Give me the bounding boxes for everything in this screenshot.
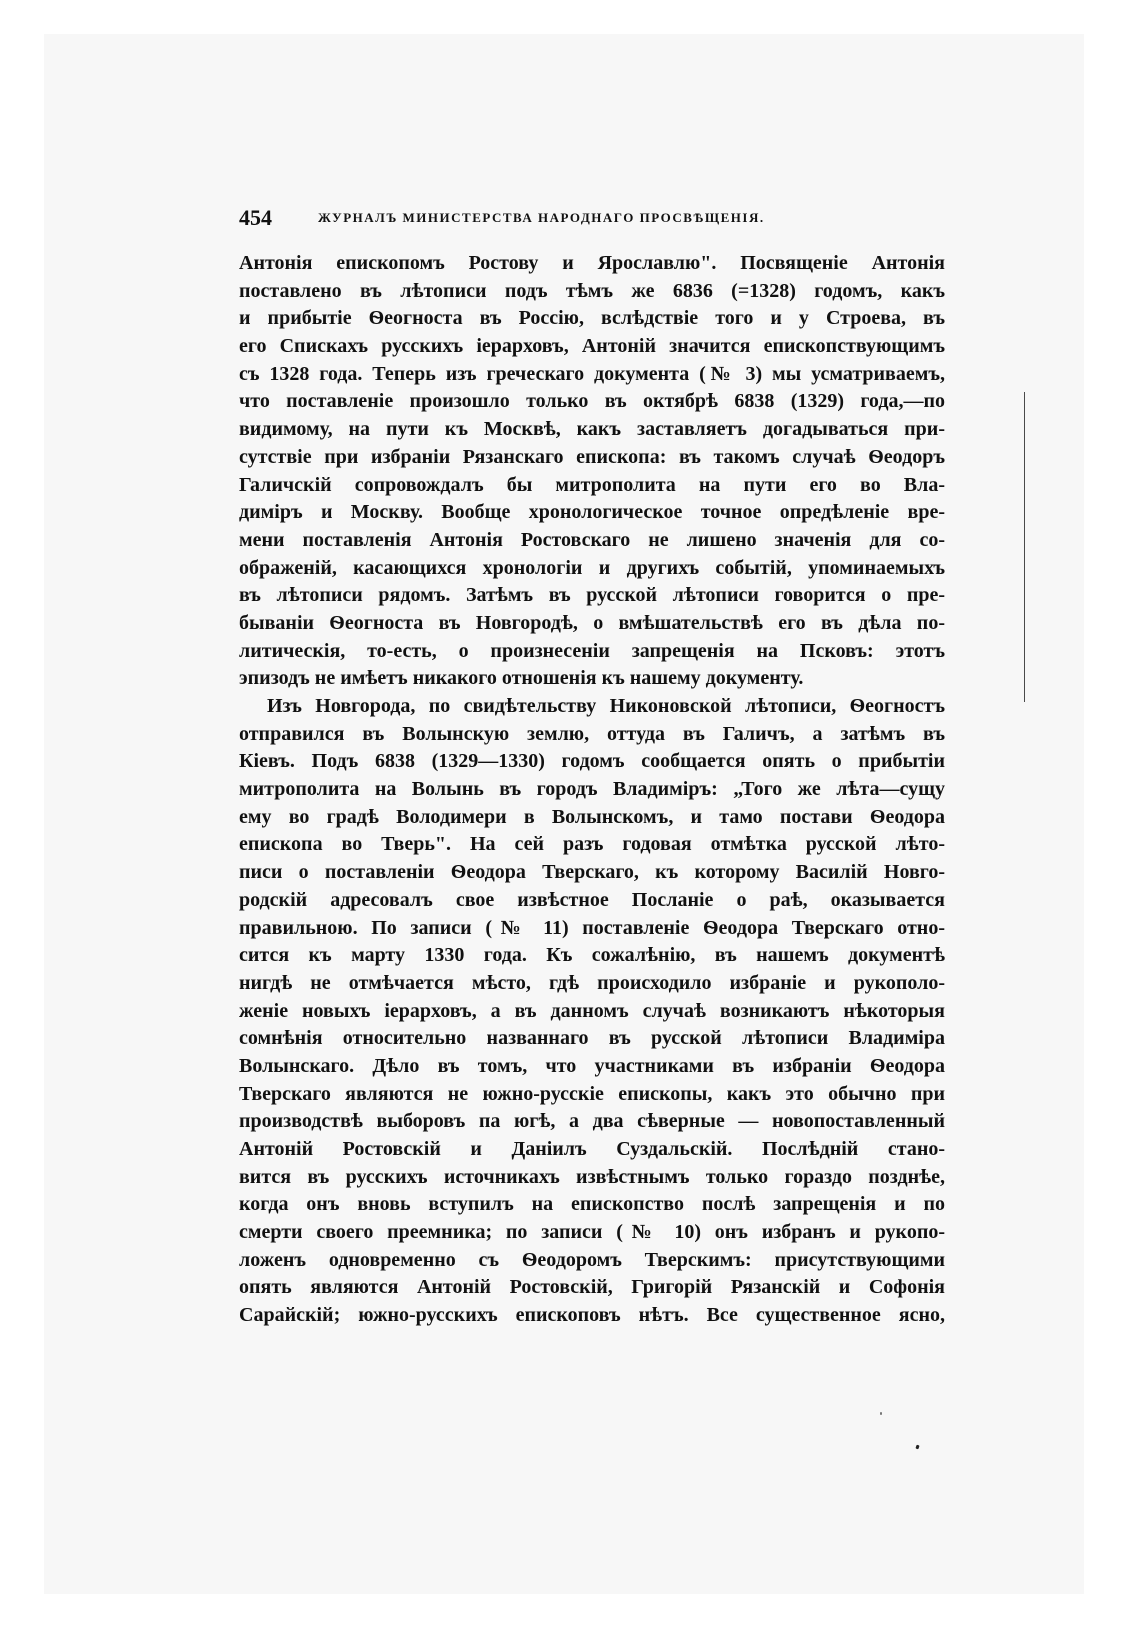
page-number: 454 (239, 205, 272, 230)
text-line: въ лѣтописи рядомъ. Затѣмъ въ русской лѣтописи говорится о пре- (239, 584, 945, 607)
text-line: ему во градѣ Володимери в Волынскомъ, и тамо постави Ѳеодора (239, 805, 945, 828)
text-line: видимому, на пути къ Москвѣ, какъ заставляетъ догадываться при- (239, 418, 945, 441)
text-line: женіе новыхъ іерарховъ, а въ данномъ случаѣ возникаютъ нѣкоторыя (239, 999, 945, 1022)
text-line: правильною. По записи (№ 11) поставленіе Ѳеодора Тверскаго отно- (239, 916, 945, 939)
text-line: отправился въ Волынскую землю, оттуда въ Галичъ, а затѣмъ въ (239, 722, 945, 745)
text-line: сутствіе при избраніи Рязанскаго епископа: въ такомъ случаѣ Ѳеодоръ (239, 445, 945, 468)
text-line: когда онъ вновь вступилъ на епископство послѣ запрещенія и по (239, 1193, 945, 1216)
text-line: мени поставленія Антонія Ростовскаго не лишено значенія для со- (239, 528, 945, 551)
text-line: диміръ и Москву. Вообще хронологическое точное опредѣленіе вре- (239, 501, 945, 524)
page-header (239, 206, 864, 236)
text-line: поставлено въ лѣтописи подъ тѣмъ же 6836 (=1328) годомъ, какъ (239, 279, 945, 302)
text-line: родскій адресовалъ свое извѣстное Посланіе о раѣ, оказывается (239, 888, 945, 911)
text-line: Изъ Новгорода, по свидѣтельству Никоновской лѣтописи, Ѳеогностъ (267, 695, 945, 717)
text-line: Антоній Ростовскій и Даніилъ Суздальскій. Послѣдній стано- (239, 1138, 945, 1160)
text-line: ложенъ одновременно съ Ѳеодоромъ Тверскимъ: присутствующими (239, 1248, 945, 1271)
text-line: нигдѣ не отмѣчается мѣсто, гдѣ происходило избраніе и рукополо- (239, 971, 945, 994)
text-line: Тверскаго являются не южно-русскіе епископы, какъ это обычно при (239, 1082, 945, 1105)
body-text (239, 250, 945, 1330)
text-line: бываніи Ѳеогноста въ Новгородѣ, о вмѣшательствѣ его въ дѣла по- (239, 611, 945, 634)
text-line: опять являются Антоній Ростовскій, Григорій Рязанскій и Софонія (239, 1276, 945, 1299)
paragraph-2 (239, 693, 945, 1330)
paragraph-1 (239, 250, 945, 693)
text-line: смерти своего преемника; по записи (№ 10) онъ избранъ и рукопо- (239, 1221, 945, 1244)
ink-speck (880, 1412, 882, 1415)
text-line: литическія, то-есть, о произнесеніи запрещенія на Псковъ: этотъ (239, 639, 945, 662)
text-line: Волынскаго. Дѣло въ томъ, что участниками въ избраніи Ѳеодора (239, 1054, 945, 1077)
text-line: сится къ марту 1330 года. Къ сожалѣнію, въ нашемъ документѣ (239, 944, 945, 967)
text-line: его Спискахъ русскихъ іерарховъ, Антоній значится епископствующимъ (239, 335, 945, 358)
text-line: митрополита на Волынь въ городъ Владиміръ: „Того же лѣта—сущу (239, 778, 945, 801)
text-line: эпизодъ не имѣетъ никакого отношенія къ нашему документу. (239, 667, 804, 690)
text-line: производствѣ выборовъ па югѣ, а два сѣверные — новопоставленный (239, 1110, 945, 1133)
text-line: ображеній, касающихся хронологіи и другихъ событій, упоминаемыхъ (239, 556, 945, 579)
text-line: Кіевъ. Подъ 6838 (1329—1330) годомъ сообщается опять о прибытіи (239, 750, 945, 773)
margin-rule (1024, 392, 1025, 702)
text-line: Антонія епископомъ Ростову и Ярославлю". Посвященіе Антонія (239, 252, 945, 274)
running-title: ЖУРНАЛЪ МИНИСТЕРСТВА НАРОДНАГО ПРОСВѢЩЕНІЯ. (318, 210, 765, 225)
text-line: епископа во Тверь". На сей разъ годовая отмѣтка русской лѣто- (239, 833, 945, 856)
text-line: сомнѣнія относительно названнаго въ русской лѣтописи Владиміра (239, 1027, 945, 1050)
text-line: и прибытіе Ѳеогноста въ Россію, вслѣдствіе того и у Строева, въ (239, 307, 945, 330)
text-line: писи о поставленіи Ѳеодора Тверскаго, къ которому Василій Новго- (239, 861, 945, 884)
text-line: съ 1328 года. Теперь изъ греческаго документа (№ 3) мы усматриваемъ, (239, 362, 945, 385)
text-line: Галичскій сопровождалъ бы митрополита на пути его во Вла- (239, 473, 945, 496)
text-line: Сарайскій; южно-русскихъ епископовъ нѣтъ. Все существенное ясно, (239, 1304, 945, 1327)
text-line: вится въ русскихъ источникахъ извѣстнымъ только гораздо позднѣе, (239, 1165, 945, 1188)
text-line: что поставленіе произошло только въ октябрѣ 6838 (1329) года,—по (239, 390, 945, 413)
